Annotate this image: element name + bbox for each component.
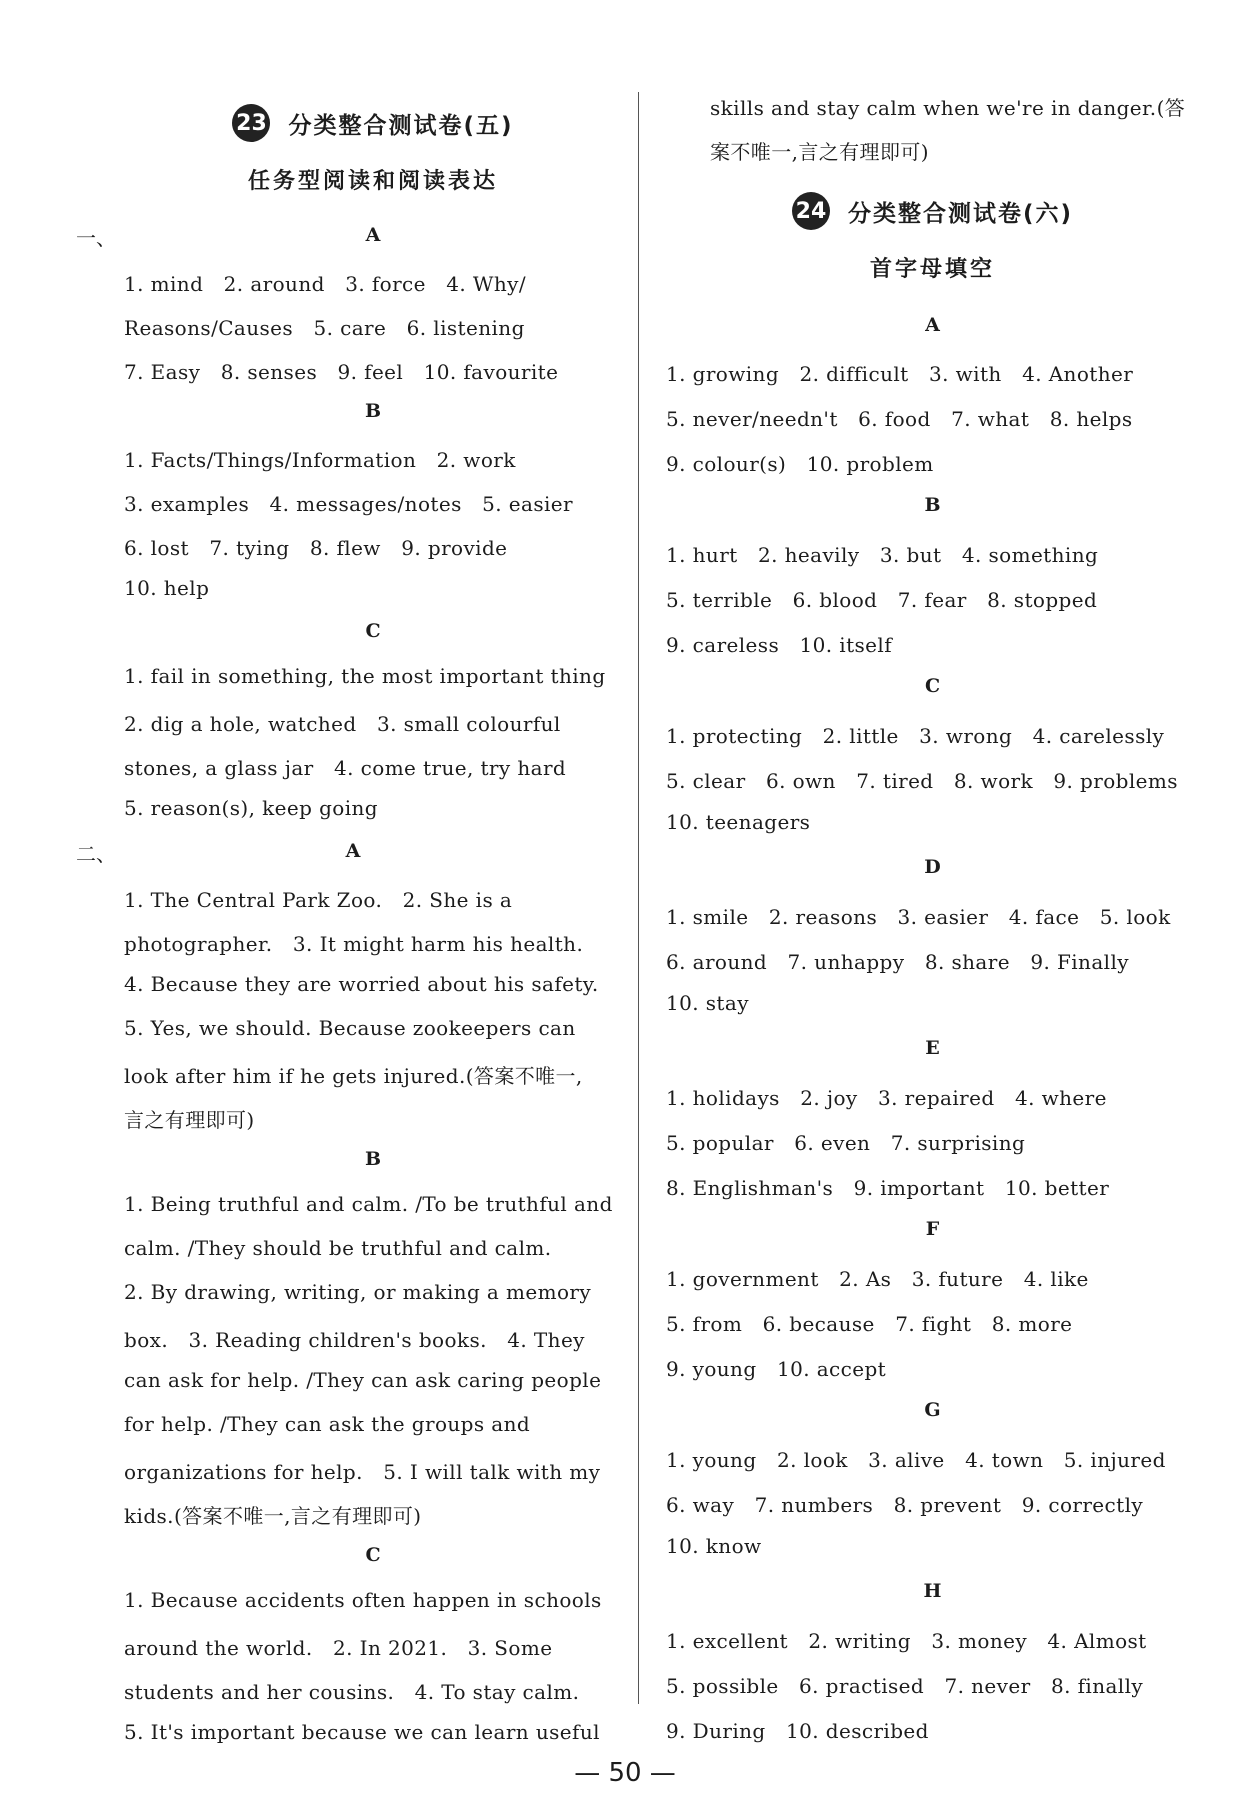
answer-line: calm. /They should be truthful and calm.	[124, 1236, 552, 1260]
section-letter: C	[924, 675, 941, 697]
answer-line: 1. excellent 2. writing 3. money 4. Almost	[666, 1629, 1147, 1653]
answer-line: for help. /They can ask the groups and	[124, 1412, 531, 1436]
page-number: — 50 —	[574, 1758, 676, 1788]
answer-line: 10. teenagers	[666, 810, 811, 834]
answer-line: 1. smile 2. reasons 3. easier 4. face 5. look	[666, 905, 1171, 929]
test-title: 分类整合测试卷(六)	[847, 200, 1074, 227]
section-letter: B	[364, 400, 382, 422]
answer-line: 5. popular 6. even 7. surprising	[666, 1131, 1026, 1155]
answer-line: 言之有理即可)	[124, 1108, 255, 1132]
answer-line: 2. dig a hole, watched 3. small colourful	[124, 712, 561, 736]
answer-line: 7. Easy 8. senses 9. feel 10. favourite	[124, 360, 559, 384]
answer-line: 9. During 10. described	[666, 1719, 929, 1743]
answer-line: 10. know	[666, 1534, 762, 1558]
answer-line: 1. government 2. As 3. future 4. like	[666, 1267, 1089, 1291]
answer-line: Reasons/Causes 5. care 6. listening	[124, 316, 525, 340]
answer-line: 1. young 2. look 3. alive 4. town 5. injured	[666, 1448, 1166, 1472]
answer-line: 1. protecting 2. little 3. wrong 4. carelessly	[666, 724, 1165, 748]
answer-line: 1. The Central Park Zoo. 2. She is a	[124, 888, 513, 912]
answer-line: 1. Because accidents often happen in schools	[124, 1588, 602, 1612]
answer-line: 9. careless 10. itself	[666, 633, 893, 657]
answer-line: 10. stay	[666, 991, 749, 1015]
answer-line: 2. By drawing, writing, or making a memory	[124, 1280, 592, 1304]
column-divider	[638, 92, 639, 1704]
section-letter: A	[345, 840, 361, 862]
answer-line: 案不唯一,言之有理即可)	[710, 140, 929, 164]
answer-line: photographer. 3. It might harm his health.	[124, 932, 584, 956]
section-letter: C	[365, 1544, 381, 1566]
answer-line: 5. Yes, we should. Because zookeepers can	[124, 1016, 576, 1040]
answer-line: can ask for help. /They can ask caring people	[124, 1368, 602, 1392]
answer-line: kids.(答案不唯一,言之有理即可)	[124, 1504, 422, 1528]
test-23-heading	[118, 104, 628, 142]
section-letter: F	[925, 1218, 940, 1240]
test-title: 分类整合测试卷(五)	[288, 112, 514, 139]
answer-line: 5. clear 6. own 7. tired 8. work 9. problems	[666, 769, 1178, 793]
section-letter: E	[925, 1037, 940, 1059]
section-letter: B	[364, 1148, 382, 1170]
answer-line: 1. growing 2. difficult 3. with 4. Another	[666, 362, 1134, 386]
answer-line: around the world. 2. In 2021. 3. Some	[124, 1636, 553, 1660]
answer-line: 1. mind 2. around 3. force 4. Why/	[124, 272, 527, 296]
test-number-badge: 23	[232, 104, 270, 142]
answer-line: 5. It's important because we can learn useful	[124, 1720, 600, 1744]
answer-line: 1. holidays 2. joy 3. repaired 4. where	[666, 1086, 1107, 1110]
answer-line: 3. examples 4. messages/notes 5. easier	[124, 492, 573, 516]
section-letter: B	[924, 494, 941, 516]
section-letter: H	[923, 1580, 942, 1602]
section-letter: G	[924, 1399, 941, 1421]
answer-line: stones, a glass jar 4. come true, try hard	[124, 756, 567, 780]
answer-line: 1. fail in something, the most important thing	[124, 664, 606, 688]
test-subtitle: 任务型阅读和阅读表达	[247, 169, 498, 194]
section-letter: A	[365, 224, 381, 246]
answer-line: 1. Facts/Things/Information 2. work	[124, 448, 516, 472]
answer-line: 4. Because they are worried about his safety.	[124, 972, 599, 996]
part-one-label: 一、	[76, 226, 116, 250]
section-letter: A	[925, 314, 940, 336]
answer-line: 6. around 7. unhappy 8. share 9. Finally	[666, 950, 1129, 974]
answer-line: 5. terrible 6. blood 7. fear 8. stopped	[666, 588, 1098, 612]
answer-line: skills and stay calm when we're in danger.(答	[710, 96, 1186, 120]
test-subtitle: 首字母填空	[869, 257, 995, 282]
test-24-heading	[660, 192, 1205, 230]
answer-line: 10. help	[124, 576, 210, 600]
section-letter: D	[924, 856, 941, 878]
section-letter: C	[365, 620, 381, 642]
test-number-badge: 24	[792, 192, 830, 230]
answer-line: 5. from 6. because 7. fight 8. more	[666, 1312, 1073, 1336]
answer-line: 9. colour(s) 10. problem	[666, 452, 934, 476]
answer-line: 1. Being truthful and calm. /To be truthful and	[124, 1192, 613, 1216]
answer-line: 5. possible 6. practised 7. never 8. finally	[666, 1674, 1144, 1698]
answer-line: box. 3. Reading children's books. 4. They	[124, 1328, 585, 1352]
answer-line: look after him if he gets injured.(答案不唯一,	[124, 1064, 583, 1088]
answer-line: 6. way 7. numbers 8. prevent 9. correctly	[666, 1493, 1144, 1517]
answer-line: 9. young 10. accept	[666, 1357, 887, 1381]
answer-line: 5. never/needn't 6. food 7. what 8. helps	[666, 407, 1133, 431]
answer-line: 1. hurt 2. heavily 3. but 4. something	[666, 543, 1099, 567]
answer-line: 8. Englishman's 9. important 10. better	[666, 1176, 1110, 1200]
answer-line: organizations for help. 5. I will talk with my	[124, 1460, 601, 1484]
part-two-label: 二、	[76, 842, 116, 866]
answer-line: students and her cousins. 4. To stay calm.	[124, 1680, 580, 1704]
answer-line: 6. lost 7. tying 8. flew 9. provide	[124, 536, 508, 560]
answer-line: 5. reason(s), keep going	[124, 796, 379, 820]
